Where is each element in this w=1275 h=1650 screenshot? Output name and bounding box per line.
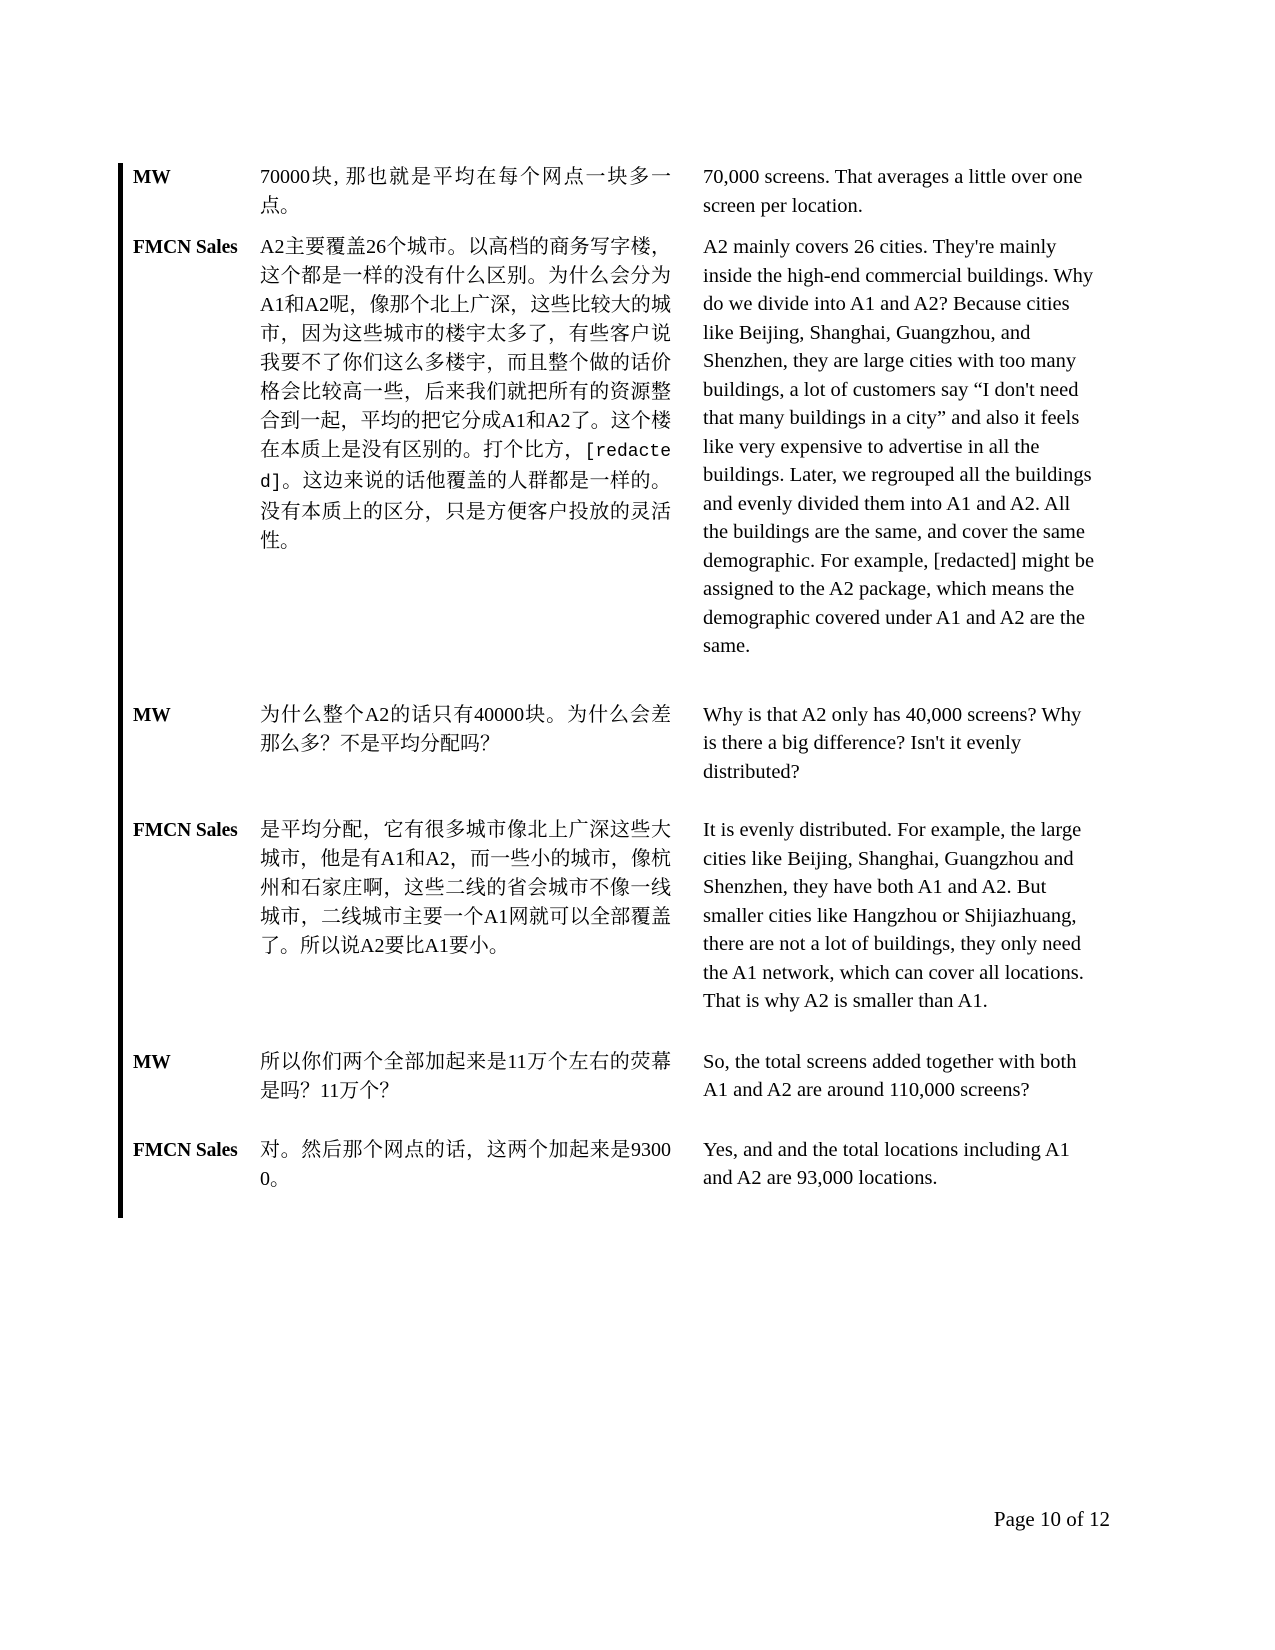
- transcript-turn: [123, 233, 1093, 661]
- speaker-label: FMCN Sales: [133, 237, 238, 258]
- english-text: A2 mainly covers 26 cities. They're mainly inside the high-end commercial buildings. Why do we divide into A1 and A2? Because cities like Beijing, Shanghai, Guangzhou, and Shenzhen, they are large cities with too many buildings, a lot of customers say “I don't need that many buildings in a city” and also it feels like very expensive to advertise in all the buildings. Later, we regrouped all the buildings and evenly divided them into A1 and A2. All the buildings are the same, and cover the same demographic. For example, [redacted] might be assigned to the A2 package, which means the demographic covered under A1 and A2 are the same.: [703, 236, 1095, 657]
- transcript-body: [118, 163, 1093, 1218]
- turn-spacer: [123, 786, 1093, 816]
- english-text: Yes, and and the total locations including A1 and A2 are 93,000 locations.: [703, 1138, 1070, 1189]
- chinese-text: 70000块, 那也就是平均在每个网点一块多一点。: [260, 166, 671, 217]
- chinese-text-part1: A2主要覆盖26个城市。以高档的商务写字楼，这个都是一样的没有什么区别。为什么会分为A1和A2呢，像那个北上广深，这些比较大的城市，因为这些城市的楼宇太多了，有些客户说我要不了你们这么多楼宇，而且整个做的话价格会比较高一些，后来我们就把所有的资源整合到一起，平均的把它分成A1和A2了。这个楼在本质上是没有区别的。打个比方，: [260, 236, 671, 461]
- chinese-text: 是平均分配，它有很多城市像北上广深这些大城市，他是有A1和A2，而一些小的城市，像杭州和石家庄啊，这些二线的省会城市不像一线城市，二线城市主要一个A1网就可以全部覆盖了。所以说A2要比A1要小。: [260, 819, 671, 957]
- chinese-text-part2: 。这边来说的话他覆盖的人群都是一样的。没有本质上的区分，只是方便客户投放的灵活性。: [260, 470, 671, 552]
- english-text: It is evenly distributed. For example, the large cities like Beijing, Shanghai, Guangzhou and Shenzhen, they have both A1 and A2. But smaller cities like Hangzhou or Shijiazhuang, there are not a lot of buildings, they only need the A1 network, which can cover all locations. That is why A2 is smaller than A1.: [703, 819, 1084, 1012]
- chinese-text: 对。然后那个网点的话，这两个加起来是93000。: [260, 1138, 671, 1190]
- english-text: Why is that A2 only has 40,000 screens? Why is there a big difference? Isn't it evenly distributed?: [703, 703, 1082, 783]
- speaker-label: MW: [133, 704, 171, 726]
- speaker-label: MW: [133, 167, 171, 188]
- speaker-label: FMCN Sales: [133, 1139, 238, 1161]
- turn-spacer: [123, 1016, 1093, 1048]
- turn-spacer: [123, 661, 1093, 701]
- turn-spacer: [123, 1106, 1093, 1136]
- speaker-label: MW: [133, 1051, 171, 1073]
- transcript-turn: [123, 1136, 1093, 1194]
- chinese-text: [260, 233, 675, 556]
- transcript-turn: [123, 163, 1093, 221]
- transcript-turn: [123, 701, 1093, 787]
- chinese-text: 为什么整个A2的话只有40000块。为什么会差那么多？不是平均分配吗？: [260, 703, 671, 755]
- turn-spacer: [123, 221, 1093, 233]
- speaker-label: FMCN Sales: [133, 820, 238, 841]
- redacted-token: [redacted]: [260, 442, 671, 493]
- transcript-turn: [123, 816, 1093, 1016]
- page-footer: Page 10 of 12: [993, 1507, 1110, 1531]
- turn-spacer: [123, 1194, 1093, 1218]
- transcript-turn: [123, 1048, 1093, 1106]
- english-text: So, the total screens added together with both A1 and A2 are around 110,000 screens?: [703, 1050, 1077, 1101]
- chinese-text: 所以你们两个全部加起来是11万个左右的荧幕是吗？11万个？: [260, 1050, 671, 1102]
- english-text: 70,000 screens. That averages a little over one screen per location.: [703, 166, 1083, 217]
